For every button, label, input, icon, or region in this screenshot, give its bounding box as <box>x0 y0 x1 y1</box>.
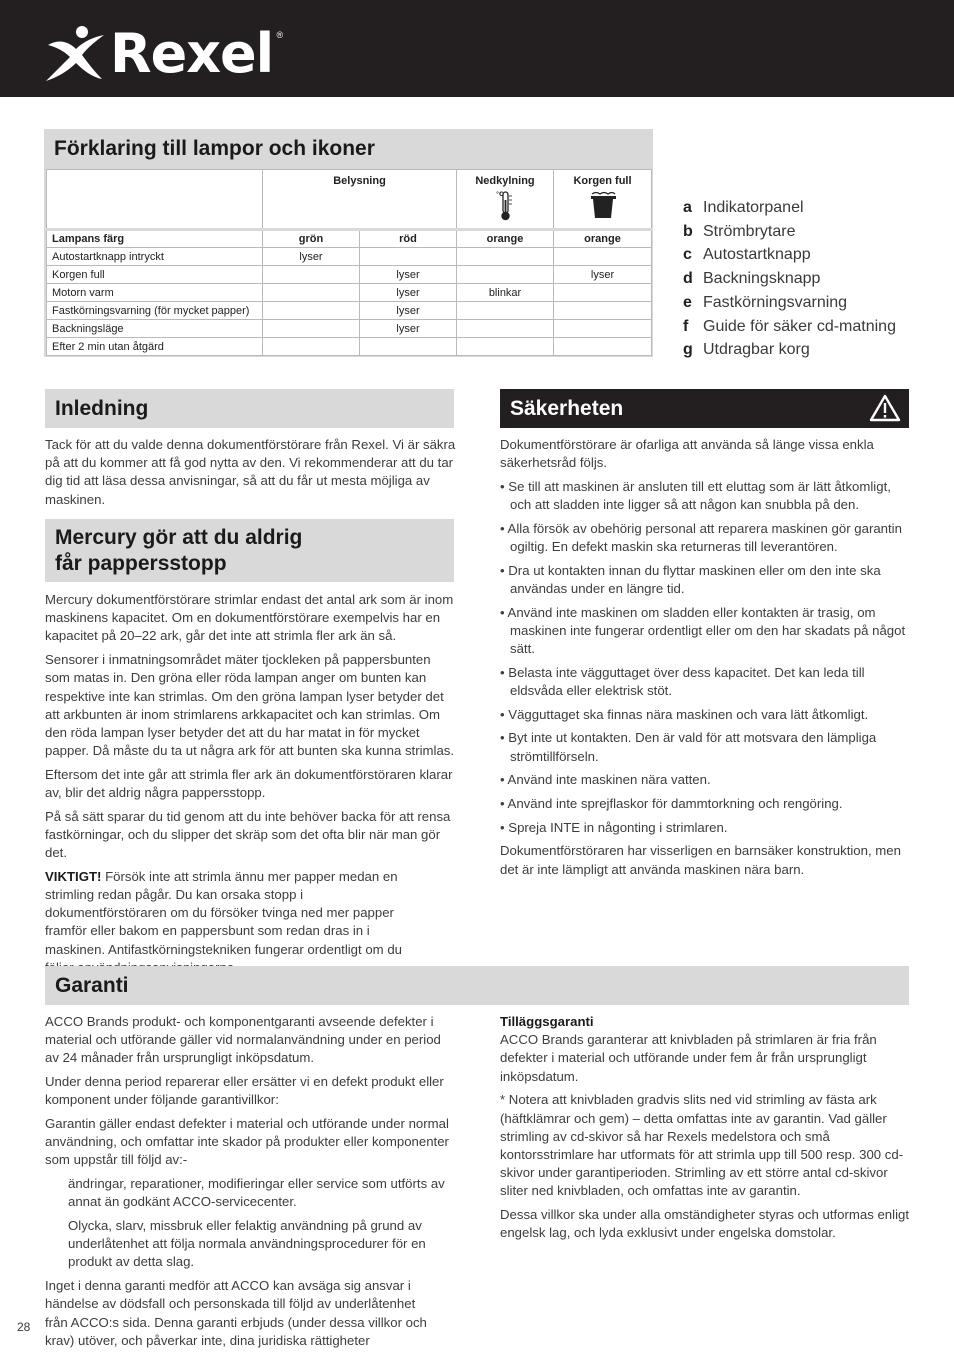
table-cell <box>554 248 652 266</box>
intro-body <box>45 436 457 514</box>
table-cell <box>360 248 457 266</box>
header-korgen-full-label: Korgen full <box>573 175 632 187</box>
important-text: Försök inte att strimla ännu mer papper medan en strimling redan pågår. Du kan orsaka stopp i dokumentförstöraren om du försöker tvinga ned mer papper framför eller bakom en pappersbunt som redan dras in i maskinen. Antifastkörningstekniken fungerar ordentligt om du <box>45 868 402 957</box>
mercury-paragraph: Eftersom det inte går att strimla fler ark än dokumentförstöraren klarar av, blir det aldrig några pappersstopp. <box>45 766 453 801</box>
warranty-paragraph: * Notera att knivbladen gradvis slits ned vid strimling av fästa ark (häftklämrar och gem) – detta omfattas inte av garantin. Vad gäller strimling av cd-skivor så har Rexels medelstora och små kontorsstrimlare har utformats för att strimla upp till 500 resp. 300 cd-skivor under garantiperioden. Strimling av ett större antal cd-skivor sliter ned knivbladen, och omfattas inte av garantin. <box>500 1092 904 1199</box>
table-row <box>47 302 652 320</box>
list-item: • Vägguttaget ska finnas nära maskinen och vara lätt åtkomligt. <box>500 706 869 722</box>
legend-label: Utdragbar korg <box>703 341 810 359</box>
table-cell: lyser <box>360 284 457 302</box>
intro-heading: Inledning <box>45 389 454 428</box>
list-item: • Använd inte maskinen nära vatten. <box>500 772 711 788</box>
table-cell <box>263 284 360 302</box>
mercury-paragraph: På så sätt sparar du tid genom att du inte behöver backa för att rensa fastkörningar, och du slipper det skräp som det ofta blir när man gör det. <box>45 808 451 861</box>
table-cell: lyser <box>263 248 360 266</box>
legend-label: Guide för säker cd-matning <box>703 317 896 335</box>
table-cell: lyser <box>360 302 457 320</box>
table-cell <box>457 266 554 284</box>
safety-intro: Dokumentförstörare är ofarliga att använda så länge vissa enkla säkerhetsråd följs. <box>500 437 874 471</box>
table-cell <box>263 302 360 320</box>
safety-body <box>500 436 912 884</box>
warranty-paragraph: Garantin gäller endast defekter i material och utförande under normal användning, och omfattar inte skador på produkter eller komponenter som uppstår till följd av:- <box>45 1116 449 1168</box>
thermometer-icon <box>496 190 514 222</box>
legend-key: d <box>683 270 693 288</box>
header-nedkylning-label: Nedkylning <box>475 175 535 187</box>
list-item <box>683 338 896 362</box>
subheader-gron: grön <box>263 230 360 248</box>
header-nedkylning <box>457 170 554 230</box>
rexel-logo <box>44 22 284 85</box>
lamp-table-group-header <box>47 170 652 230</box>
warranty-exclusions <box>45 1175 457 1272</box>
table-cell <box>457 338 554 356</box>
row-label: Fastkörningsvarning (för mycket papper) <box>47 302 263 320</box>
lamp-legend-box <box>44 129 653 357</box>
table-cell <box>554 338 652 356</box>
lamp-legend-title: Förklaring till lampor och ikoner <box>54 137 375 160</box>
extra-warranty-title: Tilläggsgaranti <box>500 1014 594 1029</box>
list-item <box>683 267 896 291</box>
table-row <box>47 320 652 338</box>
mercury-important <box>45 868 425 977</box>
warranty-paragraph: ACCO Brands produkt- och komponentgaranti avseende defekter i material och utförande gäller vid normalanvändning under en period av 24 månader från ursprungligt inköpsdatum. <box>45 1014 441 1066</box>
legend-key: c <box>683 246 692 264</box>
safety-heading-label: Säkerheten <box>510 396 624 420</box>
brand-name: Rexel <box>110 22 274 85</box>
page-number: 28 <box>17 1320 31 1334</box>
table-cell: blinkar <box>457 284 554 302</box>
table-cell <box>554 284 652 302</box>
svg-text:°C: °C <box>496 191 504 198</box>
bin-full-icon <box>588 190 618 220</box>
row-label: Motorn varm <box>47 284 263 302</box>
safety-outro: Dokumentförstöraren har visserligen en barnsäker konstruktion, men det är inte lämpligt att använda maskinen nära barn. <box>500 843 901 877</box>
table-row <box>47 338 652 356</box>
mercury-heading-line1: Mercury gör att du aldrig <box>55 525 303 549</box>
subheader-rod: röd <box>360 230 457 248</box>
page-header <box>0 0 954 97</box>
intro-paragraph: Tack för att du valde denna dokumentförstörare från Rexel. Vi är säkra på att du kommer att få god nytta av den. Vi rekommenderar att du tar dig tid att läsa dessa anvisningar, så att du får ut mesta möjliga av maskinen. <box>45 437 456 507</box>
list-item <box>683 220 896 244</box>
legend-key: e <box>683 293 692 311</box>
subheader-orange-1: orange <box>457 230 554 248</box>
subheader-lampans-farg: Lampans färg <box>47 230 263 248</box>
table-cell <box>554 320 652 338</box>
warranty-paragraph: Inget i denna garanti medför att ACCO kan avsäga sig ansvar i händelse av dödsfall och personskada till följd av underlåtenhet från ACCO:s sida. Denna garanti erbjuds (under dessa villkor och krav) utöver, och påverkar inte, dina juridiska rättigheter <box>45 1278 427 1348</box>
list-item: • Använd inte sprejflaskor för dammtorkning och rengöring. <box>500 795 843 811</box>
warning-icon <box>869 394 901 422</box>
legend-label: Autostartknapp <box>703 246 811 264</box>
table-cell <box>554 302 652 320</box>
table-cell: lyser <box>360 320 457 338</box>
mercury-heading <box>45 519 454 582</box>
table-cell <box>457 248 554 266</box>
list-item: • Dra ut kontakten innan du flyttar maskinen eller om den inte ska användas under en längre tid. <box>500 562 881 596</box>
legend-label: Backningsknapp <box>703 270 821 288</box>
table-row <box>47 248 652 266</box>
parts-legend <box>683 196 896 362</box>
warranty-paragraph: Under denna period reparerar eller ersätter vi en defekt produkt eller komponent under följande garantivillkor: <box>45 1074 444 1108</box>
warranty-paragraph: ACCO Brands garanterar att knivbladen på strimlaren är fria från defekter i material och utförande under fem år från ursprungligt inköpsdatum. <box>500 1032 877 1084</box>
table-row <box>47 284 652 302</box>
mercury-paragraph: Mercury dokumentförstörare strimlar endast det antal ark som är inom maskinens kapacitet. Om en dokumentförstörare exempelvis har en kapacitet på 20–22 ark, går det inte att strimla fler ark än så. <box>45 592 454 644</box>
list-item: • Alla försök av obehörig personal att reparera maskinen gör garantin ogiltig. En defekt maskin ska returneras till leverantören. <box>500 520 902 555</box>
warranty-left-column <box>45 1013 457 1354</box>
list-item: Olycka, slarv, missbruk eller felaktig användning på grund av underlåtenhet att följa normala användningsprocedurer för en produkt av detta slag. <box>68 1218 426 1270</box>
legend-key: b <box>683 222 693 240</box>
lamp-table-subheader <box>47 230 652 248</box>
lamp-table <box>46 169 652 356</box>
table-cell: lyser <box>360 266 457 284</box>
row-label: Efter 2 min utan åtgärd <box>47 338 263 356</box>
row-label: Backningsläge <box>47 320 263 338</box>
registered-mark: ® <box>276 30 284 40</box>
subheader-orange-2: orange <box>554 230 652 248</box>
safety-heading <box>500 389 909 428</box>
warranty-right-column <box>500 1013 912 1248</box>
list-item <box>683 196 896 220</box>
mercury-paragraph: Sensorer i inmatningsområdet mäter tjockleken på pappersbunten som matas in. Den gröna eller röda lampan anger om bunten kan respektive inte kan strimlas. Om den gröna lampan lyser betyder det att arkbunten är inom strimlarens arkkapacitet och kan strimlas. Om den röda lampan lyser betyder det att du har matat in för mycket papper. Då måste du ta ut några ark för att bunten ska kunna strimlas. <box>45 652 455 759</box>
mercury-body <box>45 591 455 983</box>
table-cell <box>263 320 360 338</box>
list-item: ändringar, reparationer, modifieringar eller service som utförts av annat än godkänt ACCO-servicecenter. <box>68 1176 445 1210</box>
table-cell <box>263 266 360 284</box>
rexel-figure-icon <box>44 25 108 83</box>
list-item <box>683 291 896 315</box>
table-cell: lyser <box>554 266 652 284</box>
row-label: Korgen full <box>47 266 263 284</box>
table-cell <box>457 320 554 338</box>
list-item: • Spreja INTE in någonting i strimlaren. <box>500 819 728 835</box>
legend-label: Indikatorpanel <box>703 199 804 216</box>
list-item: • Byt inte ut kontakten. Den är vald för att motsvara den lämpliga strömtillförseln. <box>500 730 877 764</box>
safety-bullets <box>500 478 912 837</box>
warranty-heading: Garanti <box>45 966 909 1005</box>
header-korgen-full <box>554 170 652 230</box>
list-item: • Använd inte maskinen om sladden eller kontakten är trasig, om maskinen inte fungerar ordentligt eller om den har skadats på något sätt. <box>500 604 906 657</box>
list-item <box>683 243 896 267</box>
header-belysning: Belysning <box>263 170 457 230</box>
important-label: VIKTIGT! <box>45 868 102 884</box>
table-cell <box>263 338 360 356</box>
table-cell <box>457 302 554 320</box>
list-item <box>683 315 896 339</box>
table-row <box>47 266 652 284</box>
legend-label: Fastkörningsvarning <box>703 293 848 311</box>
legend-key: g <box>683 341 693 359</box>
list-item: • Belasta inte vägguttaget över dess kapacitet. Det kan leda till eldsvåda eller elektrisk stöt. <box>500 664 865 698</box>
warranty-paragraph: Dessa villkor ska under alla omständigheter styras och utformas enligt engelsk lag, och lyda exklusivt under engelska domstolar. <box>500 1207 909 1241</box>
legend-label: Strömbrytare <box>703 222 796 240</box>
table-cell <box>360 338 457 356</box>
list-item: • Se till att maskinen är ansluten till ett eluttag som är lätt åtkomligt, och att sladden inte ligger så att någon kan snubbla på den. <box>500 478 891 513</box>
legend-key: f <box>683 317 689 335</box>
legend-key: a <box>683 199 692 216</box>
row-label: Autostartknapp intryckt <box>47 248 263 266</box>
mercury-heading-line2: får pappersstopp <box>55 551 227 575</box>
lamp-table-header-blank <box>47 170 263 230</box>
